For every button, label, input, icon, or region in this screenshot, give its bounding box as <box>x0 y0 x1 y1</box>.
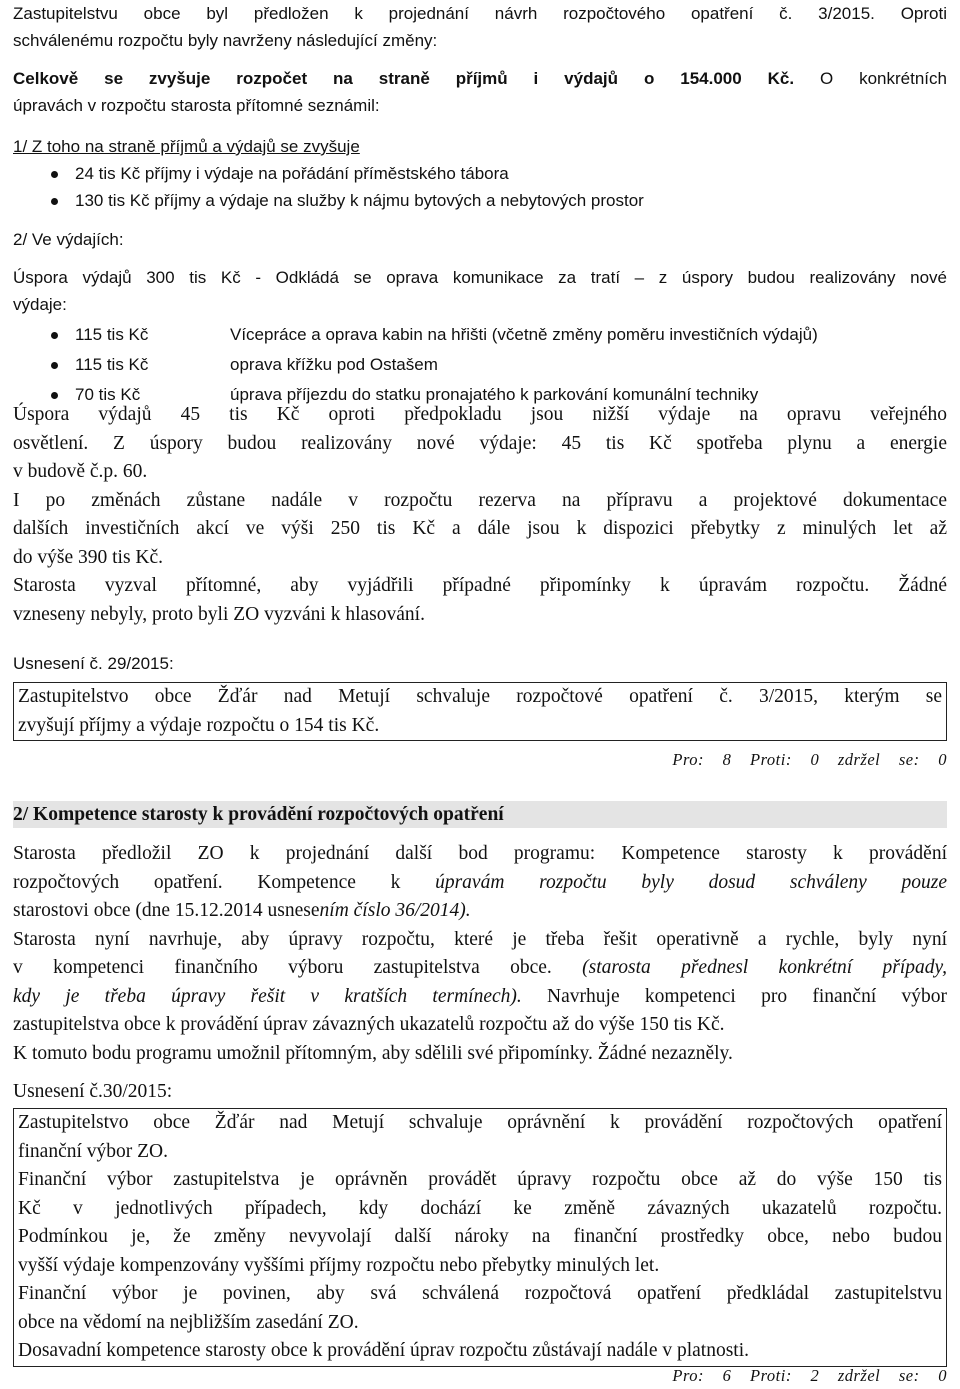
intro-line-4: úpravách v rozpočtu starosta přítomné seznámil: <box>13 96 380 115</box>
list-item: 130 tis Kč příjmy a výdaje na služby k nájmu bytových a nebytových prostor <box>13 187 947 214</box>
resolution-30-line: finanční výbor ZO. <box>18 1140 169 1162</box>
resolution-30-line: Podmínkou je, že změny nevyvolají další nároky na finanční prostředky obce, nebo budou <box>18 1226 942 1247</box>
section2-line: K tomuto bodu programu umožnil přítomným, aby sdělili své připomínky. Žádné nezazněly. <box>13 1042 733 1064</box>
section2-line <box>13 954 947 983</box>
resolution-30-line: vyšší výdaje kompenzovány vyššími příjmy rozpočtu nebo přebytky minulých let. <box>18 1254 660 1276</box>
resolution-29-votes: Pro: 8 Proti: 0 zdržel se: 0 <box>672 750 947 769</box>
savings2-line: osvětlení. Z úspory budou realizovány nové výdaje: 45 tis Kč spotřeba plynu a energie <box>13 432 947 454</box>
intro-line-3-rest: O konkrétních <box>794 69 947 88</box>
section2-line: Starosta předložil ZO k projednání další bod programu: Kompetence starosty k provádění <box>13 843 947 864</box>
section2-line <box>13 983 947 1012</box>
section2-text: Navrhuje kompetenci pro finanční výbor <box>521 985 947 1007</box>
savings2-line: v budově č.p. 60. <box>13 461 148 482</box>
savings2-line: Úspora výdajů 45 tis Kč oproti předpokladu jsou nižší výdaje na opravu veřejného <box>13 404 947 425</box>
section2-line: Starosta nyní navrhuje, aby úpravy rozpočtu, které je třeba řešit operativně a rychle, byly nyní <box>13 928 947 950</box>
expense-amount: 115 tis Kč <box>75 355 149 374</box>
savings1-line-2: výdaje: <box>13 295 67 314</box>
total-increase-text: Celkově se zvyšuje rozpočet na straně příjmů i výdajů o 154.000 Kč. <box>13 69 795 88</box>
resolution-30-line: Finanční výbor zastupitelstva je oprávněn provádět úpravy rozpočtu obce až do výše 150 tis <box>18 1169 942 1190</box>
resolution-30-line: obce na vědomí na nejbližším zasedání ZO. <box>18 1311 359 1333</box>
reserve-line: dalších investičních akcí ve výši 250 tis Kč a dále jsou k dispozici přebytky z minulých let až <box>13 518 947 539</box>
resolution-30-line: Dosavadní kompetence starosty obce k provádění úprav rozpočtu zůstávají nadále v platnosti. <box>18 1340 750 1361</box>
intro-line-1: Zastupitelstvu obce byl předložen k projednání návrh rozpočtového opatření č. 3/2015. Oproti <box>13 4 947 23</box>
section2-italic-text: úpravám rozpočtu byly dosud schváleny pouze <box>435 871 947 893</box>
intro-block <box>13 0 947 119</box>
section2-text: v kompetenci finančního výboru zastupitelstva obce. <box>13 957 583 978</box>
section2-italic-text: kdy je třeba úpravy řešit v kratších termínech). <box>13 985 522 1007</box>
section-2-heading: 2/ Kompetence starosty k provádění rozpočtových opatření <box>13 801 947 828</box>
part1-list <box>13 160 947 214</box>
resolution-29-label: Usnesení č. 29/2015: <box>13 654 174 673</box>
resolution-29-box <box>13 682 947 741</box>
section2-line <box>13 897 947 926</box>
savings1-line-1: Úspora výdajů 300 tis Kč - Odkládá se oprava komunikace za tratí – z úspory budou realizovány nové <box>13 268 947 287</box>
call-line: Starosta vyzval přítomné, aby vyjádřili případné připomínky k úpravám rozpočtu. Žádné <box>13 575 947 596</box>
call-line: vzneseny nebyly, proto byli ZO vyzváni k hlasování. <box>13 603 425 625</box>
resolution-30-box <box>13 1108 947 1367</box>
section2-italic-text: ním číslo 36/2014). <box>319 900 471 921</box>
resolution-29-line: zvyšují příjmy a výdaje rozpočtu o 154 tis Kč. <box>18 714 380 736</box>
section2-text: starostovi obce (dne 15.12.2014 usnese <box>13 900 320 921</box>
section-2-body <box>13 840 947 1068</box>
part1-heading: 1/ Z toho na straně příjmů a výdajů se zvyšuje <box>13 137 360 156</box>
section2-line: zastupitelstva obce k provádění úprav závazných ukazatelů rozpočtu až do výše 150 tis Kč. <box>13 1014 725 1035</box>
expense-amount: 115 tis Kč <box>75 325 149 344</box>
part2-heading: 2/ Ve výdajích: <box>13 230 124 249</box>
resolution-30-line: Zastupitelstvo obce Žďár nad Metují schvaluje oprávnění k provádění rozpočtových opatření <box>18 1112 942 1133</box>
resolution-30-label: Usnesení č.30/2015: <box>13 1081 173 1102</box>
savings-block-1 <box>13 264 947 410</box>
reserve-line: do výše 390 tis Kč. <box>13 546 164 568</box>
resolution-29-line: Zastupitelstvo obce Žďár nad Metují schvaluje rozpočtové opatření č. 3/2015, kterým se <box>18 686 942 707</box>
section2-text: rozpočtových opatření. Kompetence k <box>13 871 436 893</box>
part1-block <box>13 133 947 253</box>
list-item: 24 tis Kč příjmy i výdaje na pořádání příměstského tábora <box>13 160 947 187</box>
resolution-30-line: Kč v jednotlivých případech, kdy dochází ke změně závazných ukazatelů rozpočtu. <box>18 1197 942 1219</box>
expenses-list <box>13 320 947 410</box>
section2-italic-text: (starosta přednesl konkrétní případy, <box>582 957 947 978</box>
savings-block-2 <box>13 401 947 629</box>
section2-line <box>13 869 947 898</box>
list-item <box>13 350 947 380</box>
expense-desc: Vícepráce a oprava kabin na hřišti (včetně změny poměru investičních výdajů) <box>230 325 818 344</box>
intro-line-2: schválenému rozpočtu byly navrženy následující změny: <box>13 31 438 50</box>
expense-desc: úprava příjezdu do statku pronajatého k parkování komunální techniky <box>230 385 759 404</box>
resolution-30-votes: Pro: 6 Proti: 2 zdržel se: 0 <box>672 1366 947 1385</box>
resolution-30-line: Finanční výbor je povinen, aby svá schválená rozpočtová opatření předkládal zastupitelstvu <box>18 1283 942 1304</box>
reserve-line: I po změnách zůstane nadále v rozpočtu rezerva na přípravu a projektové dokumentace <box>13 489 947 511</box>
expense-desc: oprava křížku pod Ostašem <box>230 355 438 374</box>
expense-amount: 70 tis Kč <box>75 385 141 404</box>
intro-line-3 <box>13 65 947 92</box>
list-item <box>13 320 947 350</box>
